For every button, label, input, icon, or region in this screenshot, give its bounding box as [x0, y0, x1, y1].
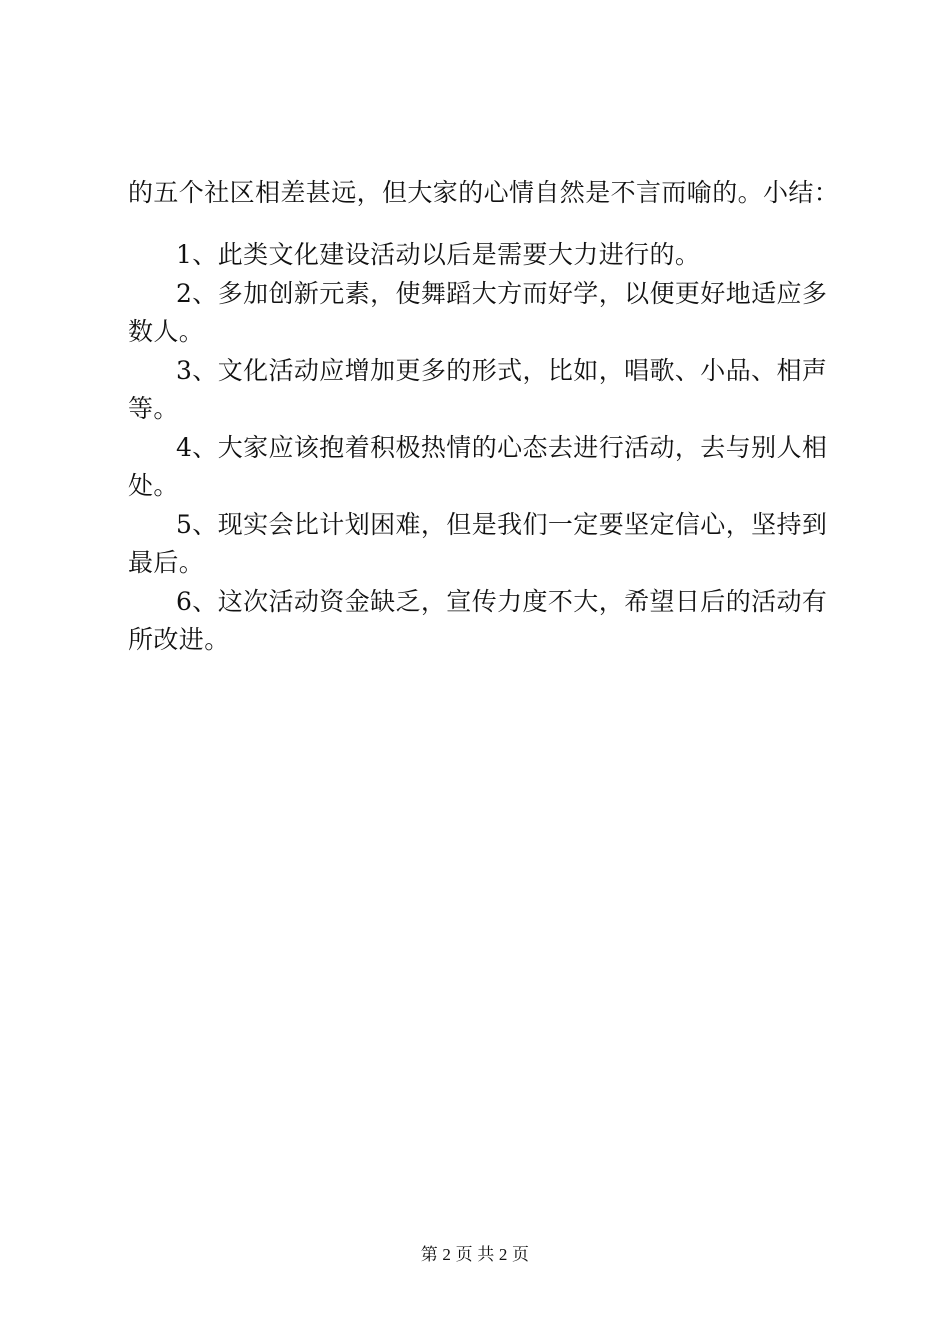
list-item-2-continuation: 数人。 — [128, 317, 205, 346]
list-item-4: 4、大家应该抱着积极热情的心态去进行活动，去与别人相 — [176, 432, 828, 462]
paragraph-line: 的五个社区相差甚远，但大家的心情自然是不言而喻的。小结： — [128, 178, 840, 207]
list-item-6-continuation: 所改进。 — [128, 625, 230, 654]
list-item-3: 3、文化活动应增加更多的形式，比如，唱歌、小品、相声 — [176, 355, 828, 385]
list-item-4-continuation: 处。 — [128, 471, 179, 500]
list-item-5-continuation: 最后。 — [128, 548, 205, 577]
page-number-footer: 第 2 页 共 2 页 — [420, 1245, 530, 1264]
list-item-2: 2、多加创新元素，使舞蹈大方而好学，以便更好地适应多 — [176, 278, 828, 308]
list-item-6: 6、这次活动资金缺乏，宣传力度不大，希望日后的活动有 — [176, 586, 828, 616]
list-item-5: 5、现实会比计划困难，但是我们一定要坚定信心，坚持到 — [176, 509, 828, 539]
list-item-1: 1、此类文化建设活动以后是需要大力进行的。 — [176, 240, 701, 269]
list-item-3-continuation: 等。 — [128, 394, 179, 423]
